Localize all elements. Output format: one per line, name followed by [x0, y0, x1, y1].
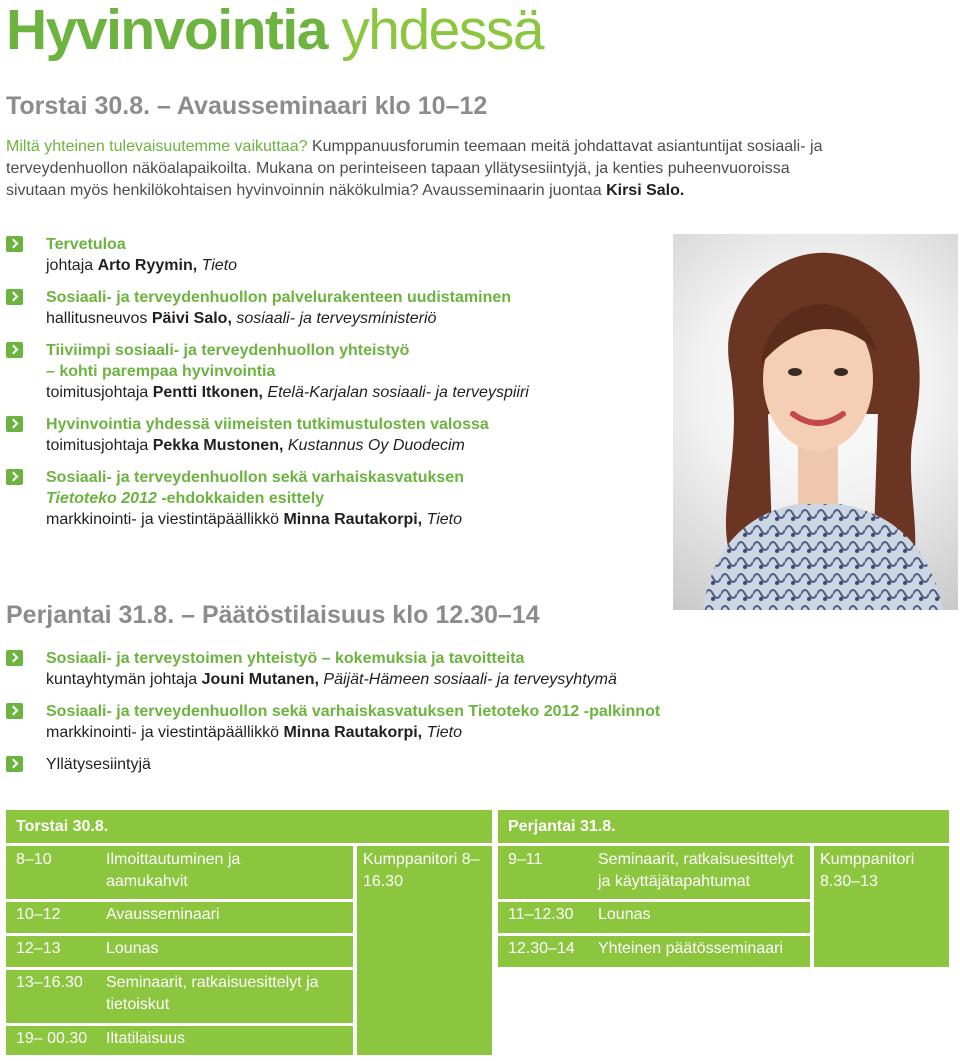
schedule-desc: Lounas: [598, 906, 651, 923]
schedule-time: 12.30–14: [508, 940, 575, 957]
speaker-name: Jouni Mutanen,: [201, 671, 319, 688]
schedule-time: 11–12.30: [508, 906, 574, 923]
chevron-right-icon: [6, 756, 23, 772]
speaker-org: Etelä-Karjalan sosiaali- ja terveyspiiri: [262, 384, 529, 401]
schedule-friday: [498, 810, 949, 967]
speaker-name: Pentti Itkonen,: [152, 384, 263, 401]
agenda-item-speaker: [46, 722, 660, 743]
agenda-item-title: Tervetuloa: [46, 236, 126, 253]
schedule-desc: Avausseminaari: [106, 906, 220, 923]
agenda-item-speaker: [46, 509, 529, 530]
schedule-time: 10–12: [16, 906, 61, 923]
speaker-org: Kustannus Oy Duodecim: [283, 437, 465, 454]
schedule-time: 8–10: [16, 851, 52, 868]
chevron-right-icon: [6, 289, 23, 305]
speaker-role: johtaja: [46, 257, 98, 274]
agenda-item-title: Sosiaali- ja terveydenhuollon sekä varhaiskasvatuksen Tietoteko 2012 -palkinnot: [46, 703, 661, 720]
agenda-item-speaker: [46, 435, 529, 456]
chevron-right-icon: [6, 416, 23, 432]
agenda-item: [6, 701, 660, 743]
schedule-desc: Lounas: [106, 940, 159, 957]
schedule-thursday: [6, 810, 492, 1055]
agenda-item-title: Sosiaali- ja terveydenhuollon palvelurakenteen uudistaminen: [46, 289, 512, 306]
agenda-item-title: Sosiaali- ja terveydenhuollon sekä varhaiskasvatuksen: [46, 469, 464, 486]
host-photo: [673, 234, 958, 610]
speaker-org: Tieto: [422, 724, 462, 741]
page-title: [6, 0, 543, 64]
thursday-heading: Torstai 30.8. – Avausseminaari klo 10–12: [6, 92, 488, 120]
chevron-right-icon: [6, 650, 23, 666]
title-light: yhdessä: [341, 0, 544, 62]
partners-info: Kumppanitori 8–16.30: [363, 851, 480, 890]
chevron-right-icon: [6, 236, 23, 252]
schedule-time: 19– 00.30: [16, 1030, 88, 1047]
intro-lead: Miltä yhteinen tulevaisuutemme vaikuttaa?: [6, 138, 308, 155]
agenda-item-speaker: [46, 308, 529, 329]
agenda-item-title: Yllätysesiintyjä: [46, 756, 151, 773]
agenda-item: [6, 234, 529, 276]
schedule-desc: Seminaarit, ratkaisuesittelyt ja tietoiskut: [106, 974, 319, 1013]
divider: [6, 933, 353, 936]
speaker-role: toimitusjohtaja: [46, 384, 153, 401]
speaker-role: markkinointi- ja viestintäpäällikkö: [46, 511, 284, 528]
friday-heading: Perjantai 31.8. – Päätöstilaisuus klo 12.30–14: [6, 601, 540, 629]
speaker-org: sosiaali- ja terveysministeriö: [231, 310, 437, 327]
agenda-item: [6, 754, 660, 775]
divider: [6, 899, 353, 902]
agenda-item: [6, 287, 529, 329]
thursday-intro: [6, 136, 836, 202]
chevron-right-icon: [6, 703, 23, 719]
schedule-desc: Seminaarit, ratkaisuesittelyt ja käyttäjätapahtumat: [598, 851, 794, 890]
chevron-right-icon: [6, 469, 23, 485]
speaker-role: hallitusneuvos: [46, 310, 152, 327]
schedule-time: 9–11: [508, 851, 543, 868]
portrait-illustration: [673, 234, 958, 610]
agenda-item-speaker: [46, 255, 529, 276]
schedule-desc: Iltatilaisuus: [106, 1030, 186, 1047]
agenda-item: [6, 414, 529, 456]
schedule-time: 13–16.30: [16, 974, 83, 991]
speaker-role: markkinointi- ja viestintäpäällikkö: [46, 724, 284, 741]
schedule-heading: Torstai 30.8.: [16, 818, 109, 835]
chevron-right-icon: [6, 342, 23, 358]
schedule-time: 12–13: [16, 940, 61, 957]
schedule-desc: Ilmoittautuminen ja aamukahvit: [106, 851, 241, 890]
award-name: Tietoteko 2012: [46, 490, 157, 507]
intro-host: Kirsi Salo.: [606, 182, 685, 199]
divider: [6, 843, 492, 846]
thursday-agenda: [6, 234, 529, 530]
title-bold: Hyvinvointia: [6, 0, 327, 62]
speaker-name: Minna Rautakorpi,: [283, 724, 423, 741]
schedule-heading: Perjantai 31.8.: [508, 818, 616, 835]
agenda-item-title: Sosiaali- ja terveystoimen yhteistyö – kokemuksia ja tavoitteita: [46, 650, 525, 667]
divider: [498, 843, 949, 846]
speaker-name: Minna Rautakorpi,: [283, 511, 423, 528]
schedule-desc: Yhteinen päätösseminaari: [598, 940, 784, 957]
divider: [6, 1023, 353, 1026]
agenda-item: [6, 648, 660, 690]
divider: [498, 899, 810, 902]
award-suffix: -ehdokkaiden esittely: [156, 490, 325, 507]
agenda-item-title: Tiiviimpi sosiaali- ja terveydenhuollon yhteistyö: [46, 342, 410, 359]
speaker-role: toimitusjohtaja: [46, 437, 153, 454]
agenda-item-title: Hyvinvointia yhdessä viimeisten tutkimustulosten valossa: [46, 416, 489, 433]
friday-agenda: [6, 648, 660, 775]
agenda-item: [6, 467, 529, 530]
speaker-name: Päivi Salo,: [151, 310, 232, 327]
agenda-item-speaker: [46, 382, 529, 403]
speaker-name: Arto Ryymin,: [97, 257, 198, 274]
divider: [6, 967, 353, 970]
divider: [353, 843, 357, 1055]
agenda-item: [6, 340, 529, 403]
agenda-item-speaker: [46, 669, 660, 690]
partners-info: Kumppanitori 8.30–13: [820, 851, 915, 890]
divider: [498, 933, 810, 936]
agenda-item-subtitle: – kohti parempaa hyvinvointia: [46, 363, 276, 380]
speaker-org: Tieto: [422, 511, 462, 528]
agenda-item-subtitle: [46, 488, 529, 509]
speaker-org: Päijät-Hämeen sosiaali- ja terveysyhtymä: [318, 671, 617, 688]
speaker-role: kuntayhtymän johtaja: [46, 671, 202, 688]
speaker-org: Tieto: [197, 257, 238, 274]
intro-body: Kumppanuusforumin teemaan meitä johdattavat asiantuntijat sosiaali- ja terveydenhuollon näköalapaikoilta. Mukana on perinteiseen tapaan yllätysesiintyjä, ja kenties puheenvuoroissa sivutaan myös henkilökohtaisen hyvinvoinnin näkökulmia? Avausseminaarin juontaa: [6, 138, 823, 199]
speaker-name: Pekka Mustonen,: [152, 437, 284, 454]
